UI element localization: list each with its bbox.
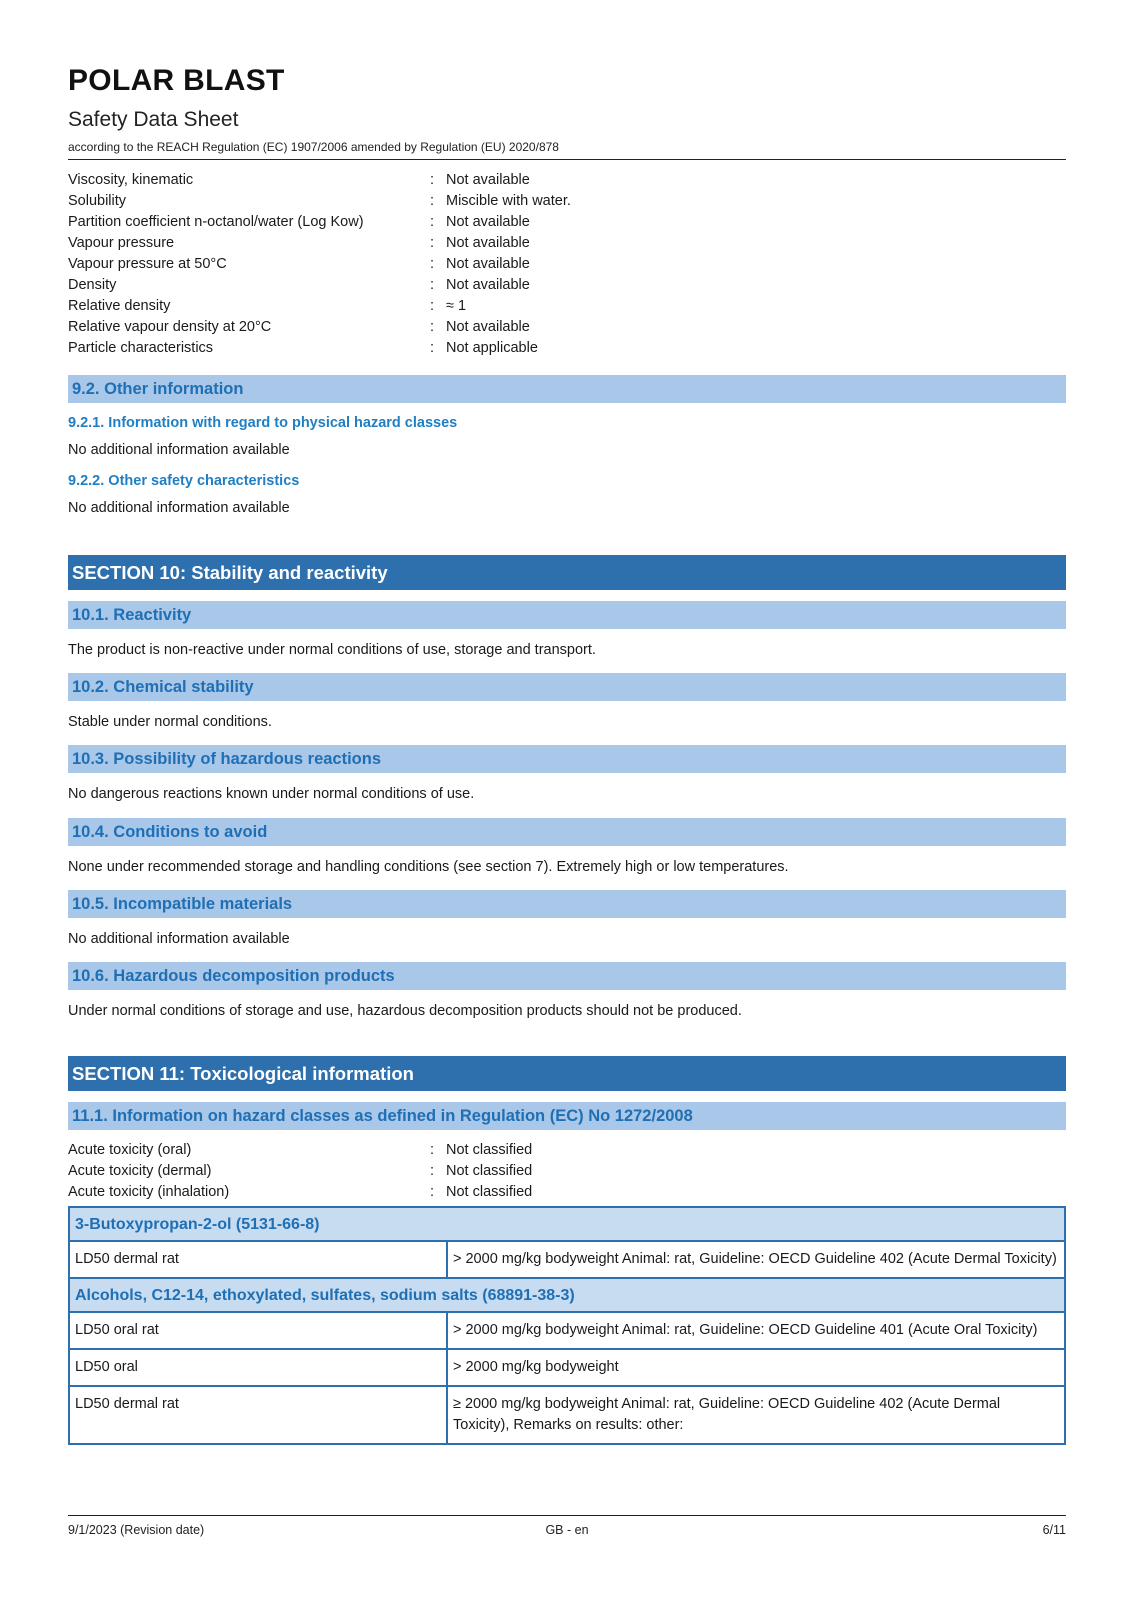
table-row [70,1350,1064,1387]
property-colon: : [430,193,435,209]
property-row [68,317,1066,338]
property-row [68,212,1066,233]
property-label: Particle characteristics [68,340,214,356]
acute-toxicity-row [68,1161,1066,1182]
subsection-text: Under normal conditions of storage and use, hazardous decomposition products should not be produced. [68,1003,742,1019]
property-row [68,275,1066,296]
subsubsection-heading-9-2-2: 9.2.2. Other safety characteristics [68,473,300,489]
regulation-note: according to the REACH Regulation (EC) 1907/2006 amended by Regulation (EU) 2020/878 [68,140,559,154]
product-title: POLAR BLAST [68,64,285,97]
subsection-text: The product is non-reactive under normal conditions of use, storage and transport. [68,642,596,658]
subsection-heading-10-6: 10.6. Hazardous decomposition products [68,962,1066,990]
subsection-heading-10-1: 10.1. Reactivity [68,601,1066,629]
subsection-text: Stable under normal conditions. [68,714,272,730]
result-cell: > 2000 mg/kg bodyweight Animal: rat, Guideline: OECD Guideline 402 (Acute Dermal Toxicity) [453,1251,1057,1267]
property-value: Not available [446,235,530,251]
acute-toxicity-label: Acute toxicity (dermal) [68,1163,212,1179]
subsubsection-heading-9-2-1: 9.2.1. Information with regard to physical hazard classes [68,415,458,431]
test-cell: LD50 oral rat [70,1313,448,1348]
property-value: ≈ 1 [446,298,467,314]
physical-properties-list [68,170,1066,359]
test-cell: LD50 dermal rat [70,1242,448,1277]
property-colon: : [430,277,435,293]
table-row [70,1242,1064,1279]
subsection-text: No additional information available [68,931,290,947]
property-label: Viscosity, kinematic [68,172,194,188]
subsection-heading-10-2: 10.2. Chemical stability [68,673,1066,701]
subsection-heading-10-4: 10.4. Conditions to avoid [68,818,1066,846]
property-colon: : [430,319,435,335]
document-type: Safety Data Sheet [68,108,239,131]
toxicity-table [68,1206,1066,1445]
locale-code: GB - en [545,1523,589,1537]
acute-toxicity-value: Not classified [446,1163,533,1179]
property-value: Not applicable [446,340,538,356]
footer-divider [68,1515,1066,1516]
acute-toxicity-value: Not classified [446,1184,533,1200]
substance-header: Alcohols, C12-14, ethoxylated, sulfates, sodium salts (68891-38-3) [70,1279,1064,1313]
test-cell: LD50 oral [70,1350,448,1385]
property-row [68,338,1066,359]
subsection-heading-9-2: 9.2. Other information [68,375,1066,403]
property-row [68,254,1066,275]
property-colon: : [430,340,435,356]
property-colon: : [430,172,435,188]
test-cell: LD50 dermal rat [70,1387,448,1443]
property-colon: : [430,214,435,230]
property-label: Relative vapour density at 20°C [68,319,272,335]
property-value: Not available [446,214,530,230]
property-value: Miscible with water. [446,193,571,209]
subsection-heading-10-3: 10.3. Possibility of hazardous reactions [68,745,1066,773]
property-colon: : [430,235,435,251]
property-value: Not available [446,256,530,272]
result-cell: > 2000 mg/kg bodyweight Animal: rat, Guideline: OECD Guideline 401 (Acute Oral Toxicity) [453,1322,1038,1338]
property-value: Not available [446,277,530,293]
acute-toxicity-row [68,1140,1066,1161]
property-row [68,233,1066,254]
substance-header: 3-Butoxypropan-2-ol (5131-66-8) [70,1208,1064,1242]
property-value: Not available [446,319,530,335]
subsection-heading-10-5: 10.5. Incompatible materials [68,890,1066,918]
table-row [70,1313,1064,1350]
property-row [68,296,1066,317]
property-label: Partition coefficient n-octanol/water (Log Kow) [68,214,364,230]
page-number: 6/11 [1042,1523,1066,1537]
property-row [68,191,1066,212]
subsection-text: No additional information available [68,442,290,458]
acute-toxicity-list [68,1140,1066,1203]
property-label: Relative density [68,298,171,314]
property-label: Vapour pressure [68,235,175,251]
property-label: Density [68,277,117,293]
acute-toxicity-value: Not classified [446,1142,533,1158]
section-heading-10: SECTION 10: Stability and reactivity [68,555,1066,590]
revision-date: 9/1/2023 (Revision date) [68,1523,205,1537]
acute-toxicity-label: Acute toxicity (inhalation) [68,1184,230,1200]
subsection-text: None under recommended storage and handling conditions (see section 7). Extremely high or low temperatures. [68,859,789,875]
result-cell: ≥ 2000 mg/kg bodyweight Animal: rat, Guideline: OECD Guideline 402 (Acute Dermal Toxicity), Remarks on results: other: [453,1396,1001,1433]
property-colon: : [430,298,435,314]
property-colon: : [430,1142,435,1158]
acute-toxicity-label: Acute toxicity (oral) [68,1142,192,1158]
property-colon: : [430,1184,435,1200]
acute-toxicity-row [68,1182,1066,1203]
property-colon: : [430,256,435,272]
table-row [70,1387,1064,1443]
section-heading-11: SECTION 11: Toxicological information [68,1056,1066,1091]
property-label: Solubility [68,193,127,209]
property-colon: : [430,1163,435,1179]
property-row [68,170,1066,191]
subsection-heading-11-1: 11.1. Information on hazard classes as defined in Regulation (EC) No 1272/2008 [68,1102,1066,1130]
subsection-text: No dangerous reactions known under normal conditions of use. [68,786,475,802]
result-cell: > 2000 mg/kg bodyweight [453,1359,619,1375]
header-divider [68,159,1066,160]
property-value: Not available [446,172,530,188]
property-label: Vapour pressure at 50°C [68,256,227,272]
subsection-text: No additional information available [68,500,290,516]
